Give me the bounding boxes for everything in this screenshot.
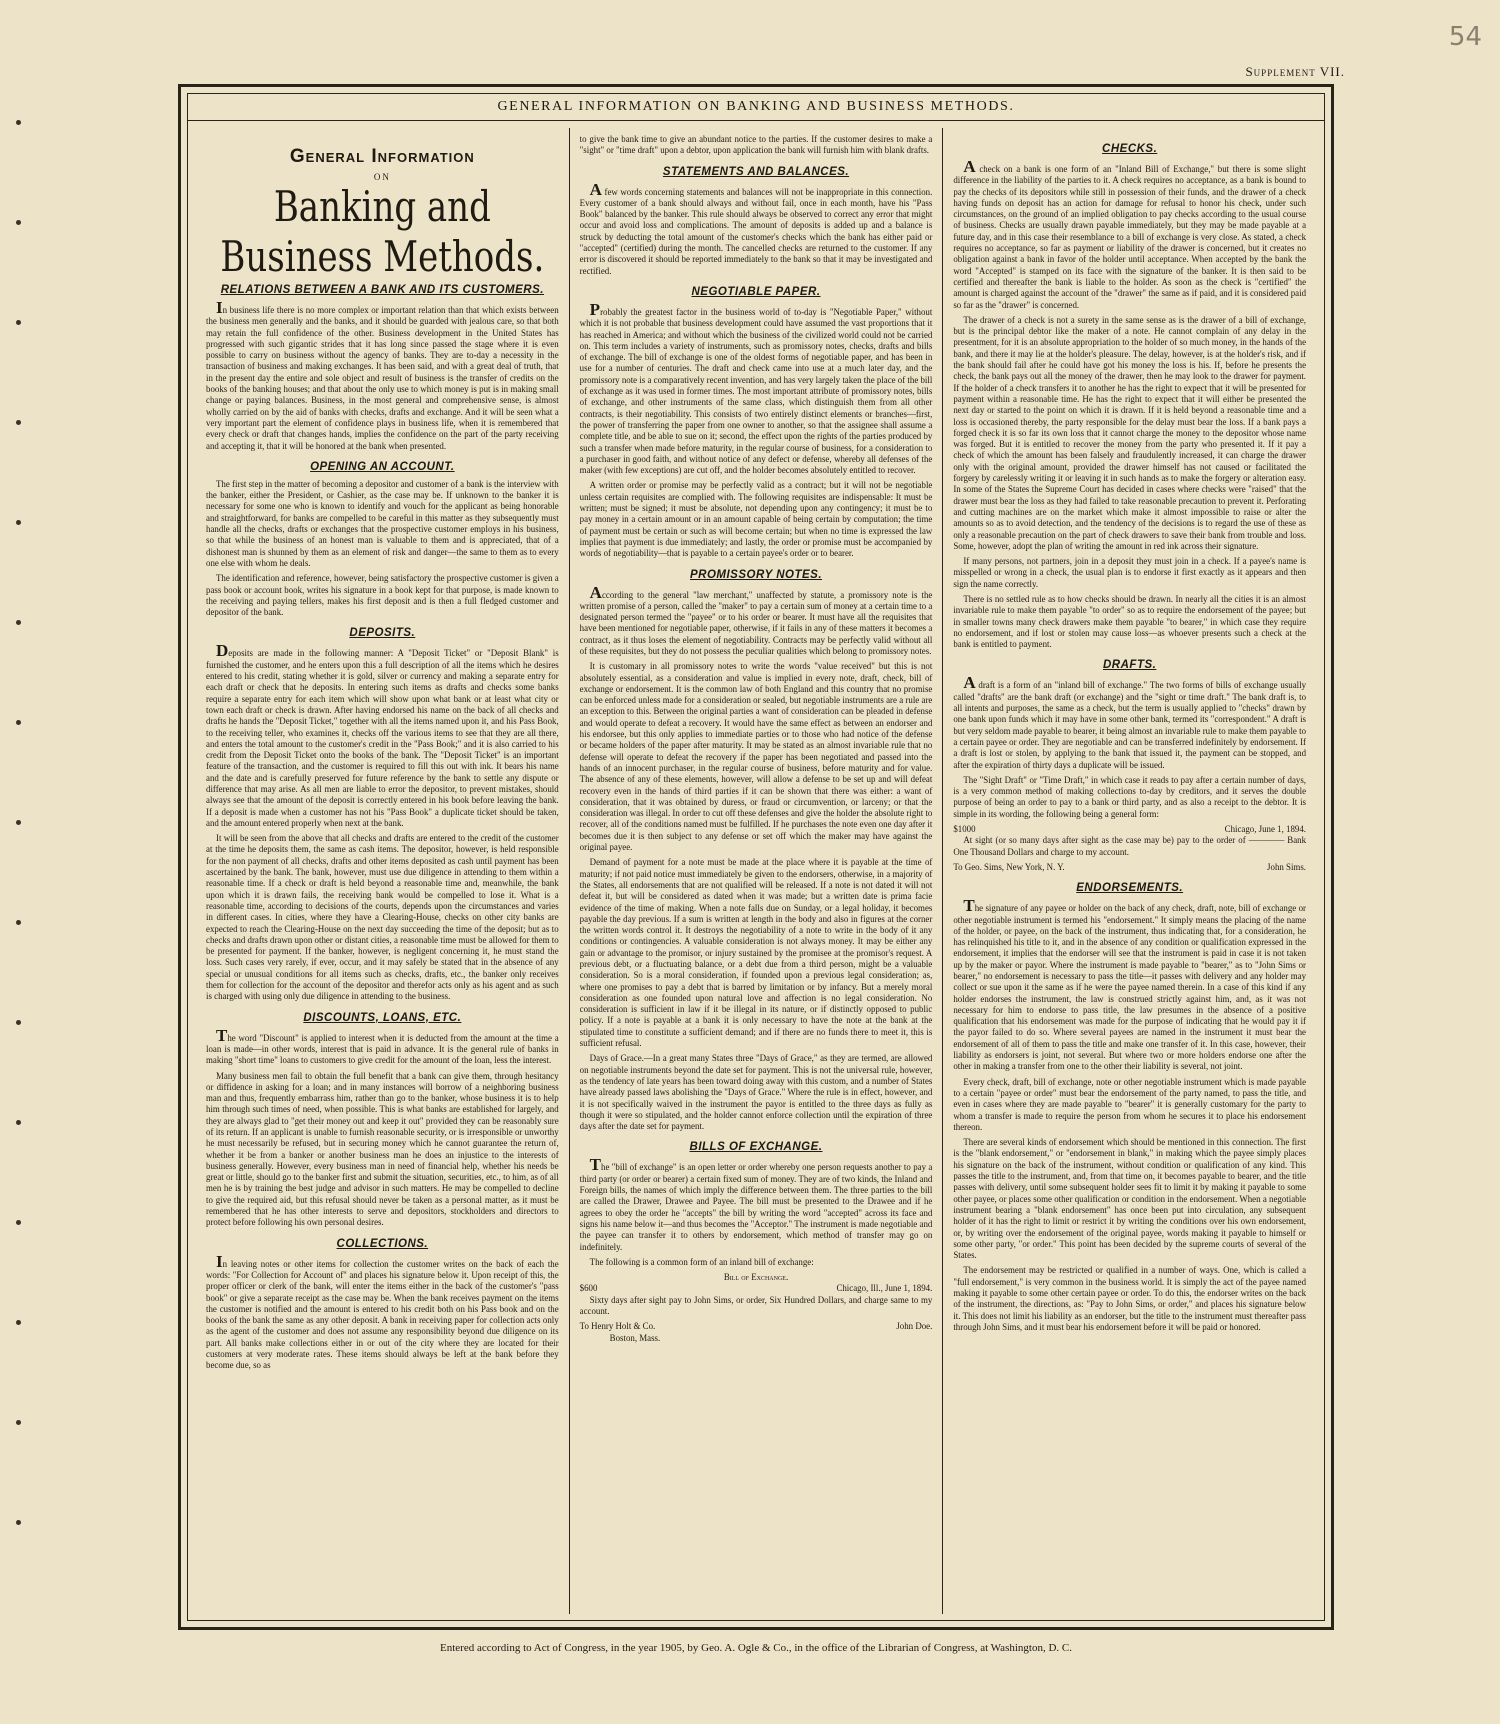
paragraph: A draft is a form of an "inland bill of exchange." The two forms of bills of exchange usually called "drafts" are the bank draft (or exchange) and the "sight or time draft." The bank draft is, to all intents and purposes, the same as a check, but the term is usually applied to "checks" drawn by one bank upon funds which it may have in some other bank, termed its "correspondent." A draft is but very seldom made payable to bearer, it being almost an invariable rule to make them payable to a certain payee or order. They are negotiable and can be transferred indefinitely by endorsement. If a draft is lost or stolen, by applying to the bank that issued it, the payment can be stopped, and after the expiration of thirty days a duplicate will be issued. xyxy=(953,673,1307,770)
draft-form-place: Chicago, June 1, 1894. xyxy=(1224,824,1307,835)
title-line-2: Banking and Business Methods. xyxy=(220,182,545,282)
heading-relations: RELATIONS BETWEEN A BANK AND ITS CUSTOMERS. xyxy=(220,284,544,296)
heading-checks: CHECKS. xyxy=(1102,143,1158,155)
page-number: 54 xyxy=(1448,22,1482,52)
frame-inner xyxy=(187,93,1325,1621)
paragraph: The drawer of a check is not a surety in the same sense as is the drawer of a bill of exchange, but is the principal debtor like the maker of a note. He cannot complain of any delay in the presentment, for it is an absolute appropriation to the holder of so much money, in the hands of the bank, and there it may lie at the holder's pleasure. The delay, however, is at the holder's risk, and if the bank should fail after he could have got his money the loss is his. If, before he presents the check, the bank pays out all the money of the drawer, then he may look to the drawer for payment. If the holder of a check transfers it to another he has the right to expect that it will be presented for payment within a reasonable time. He has the right to expect that it will either be presented the next day or started to the point on which it is drawn. If it is held beyond a reasonable time and a loss is occasioned thereby, the party responsible for the delay must bear the loss. If a bank pays a forged check it is so far its own loss that it cannot charge the money to the depositor whose name was forged. But it is entitled to recover the money from the party who presented it. If it pay a check of which the amount has been falsely and fraudulently increased, it can charge the drawer only with the original amount, provided the drawer himself has not caused or facilitated the forgery by carelessly writing it or leaving it in such hands as to make the forgery or alteration easy. In some of the States the Supreme Court has decided in cases where checks were "raised" that the drawer must bear the loss as they had failed to take reasonable precaution to prevent it. Perforating and cutting machines are on the market which make it almost impossible to raise or alter the amounts so as to avoid detection, and the tendency of the decisions is to regard the use of these as only a reasonable precaution on the part of check drawers to save their bank from trouble and loss. Some, however, adopt the plan of writing the amount in red ink across their signature. xyxy=(953,314,1307,551)
paragraph: The endorsement may be restricted or qualified in a number of ways. One, which is called a "full endorsement," is very common in the business world. It is simply the act of the payee named making it payable to some other certain payee or order. To do this, the endorser writes on the back of the instrument, the directions, as: "Pay to John Sims, or order," and places his signature below it. This does not limit his liability as an endorser, but the title to the instrument must thereafter pass through John Sims, and it must bear his endorsement before it will be paid or honored. xyxy=(953,1265,1307,1332)
bill-form-amount: $600 xyxy=(579,1283,598,1294)
paragraph: Demand of payment for a note must be made at the place where it is payable at the time of maturity; if not paid notice must immediately be given to the endorsers, otherwise, in a majority of the States, all endorsements that are not qualified will be released. If a note is not dated it will not defeat it, but will be considered as dated when it was made; but a written date is prima facie evidence of the time of making. When a note falls due on Sunday, or a legal holiday, it becomes payable the day previous. If a sum is written at length in the body and also in figures at the corner the written words control it. It destroys the negotiability of a note to write in the body of it any conditions or contingencies. A valuable consideration is not always money. It may be either any gain or advantage to the promisor, or injury sustained by the promisee at the promisor's request. A previous debt, or a fluctuating balance, or a debt due from a third person, might be a valuable consideration. So is a moral consideration, if founded upon a previous legal consideration; as, where one promises to pay a debt that is barred by limitation or by infancy. But a merely moral consideration as one founded upon natural love and affection is no legal consideration. No consideration is sufficient in law if it be illegal in its nature, or if distinctly opposed to public policy. If a note is payable at a bank it is only necessary to have the note at the bank at the stipulated time to constitute a sufficient demand; and if there are no funds there to meet it, this is sufficient refusal. xyxy=(579,857,933,1049)
heading-discounts: DISCOUNTS, LOANS, ETC. xyxy=(303,1011,462,1024)
paragraph: A written order or promise may be perfectly valid as a contract; but it will not be negotiable unless certain requisites are complied with. The following requisites are indispensable: It must be written; must be signed; it must be absolute, not depending upon any contingency; it must be to pay money in a certain amount or in an amount capable of being certain by computation; the time of payment must be certain or such as will become certain; but when no time is expressed the law implies that payment is due immediately; and lastly, the order or promise must be accompanied by words of negotiability—that is payable to a certain payee's order or to bearer. xyxy=(579,480,933,559)
draft-form-signature: John Sims. xyxy=(1267,861,1307,872)
draft-form-to: To Geo. Sims, New York, N. Y. xyxy=(953,861,1065,872)
heading-opening-account: OPENING AN ACCOUNT. xyxy=(310,460,455,473)
draft-form-amount: $1000 xyxy=(953,824,976,835)
binding-holes xyxy=(16,120,22,1620)
paragraph: If many persons, not partners, join in a deposit they must join in a check. If a payee's name is misspelled or wrong in a check, the usual plan is to endorse it first exactly as it appears and then sign the name correctly. xyxy=(953,556,1307,589)
copyright-footer: Entered according to Act of Congress, in the year 1905, by Geo. A. Ogle & Co., in the office of the Librarian of Congress, at Washington, D. C. xyxy=(440,1642,1072,1654)
title-line-1: General Information xyxy=(289,146,475,167)
bill-form-city: Boston, Mass. xyxy=(609,1332,661,1343)
paragraph: The first step in the matter of becoming a depositor and customer of a bank is the interview with the banker, either the President, or Cashier, as the case may be. If unknown to the banker it is necessary for some one who is known to identify and vouch for the applicant as being honorable and straightforward, for banks are compelled to be careful in this matter as they subsequently must handle all the checks, drafts or exchanges that the prospective customer employs in his business, so that while the business of an honest man is valuable to them and is appreciated, that of a dishonest man is shunned by them as an element of risk and danger—the same to them as to every one else with whom he deals. xyxy=(206,478,559,568)
heading-bills-of-exchange: BILLS OF EXCHANGE. xyxy=(689,1141,823,1154)
paragraph: The following is a common form of an inland bill of exchange: xyxy=(589,1256,814,1267)
column-1 xyxy=(196,128,570,1614)
paragraph: It will be seen from the above that all checks and drafts are entered to the credit of the customer at the time he deposits them, the same as cash items. The depositor, however, is held responsible for the non payment of all checks, drafts and other items deposited as cash until payment has been ascertained by the bank. The bank, however, must use due diligence in attending to them within a reasonable time. If a check or draft is held beyond a reasonable time and, meanwhile, the bank upon which it is drawn fails, the receiving bank would be compelled to lose it. What is a reasonable time, according to decisions of the courts, depends upon the circumstances and varies in different cases. In cities, where they have a Clearing-House, checks on other city banks are expected to reach the Clearing-House on the next day succeeding the time of the deposit; but as to checks and drafts drawn upon other or distant cities, a reasonable time must be allowed for them to be presented for payment. If the banker, however, is negligent concerning it, he must stand the loss. Such cases very rarely, if ever, occur, and it may safely be stated that in the absence of any special or unusual conditions for all items such as checks, drafts, etc., the banker only receives them for collection for the account of the depositor and therefor acts only as his agent and as such is charged with using only due diligence in attending to the business. xyxy=(206,833,559,1002)
column-2 xyxy=(570,128,944,1614)
paragraph: A few words concerning statements and balances will not be inappropriate in this connection. Every customer of a bank should always and without fail, once in each month, have his "Pass Book" balanced by the banker. This rule should always be observed to correct any error that might occur and avoid loss and complications. The amount of deposits is added up and a balance is struck by deducting the total amount of the customer's checks which the bank has either paid or "accepted" (certified) during the month. The cancelled checks are returned to the customer. If any error is discovered it should be reported immediately to the bank so that it may be investigated and rectified. xyxy=(579,179,933,276)
paragraph: There are several kinds of endorsement which should be mentioned in this connection. The first is the "blank endorsement," or "endorsement in blank," in making which the payee simply places his signature on the back of the instrument, without condition or qualification of any kind. This passes the title to the instrument, and, from that time on, it becomes payable to bearer, and the title passes with delivery, until some subsequent holder sees fit to limit it by making it payable to some other payee, or places some other qualification or condition in the endorsement. When a negotiable instrument bearing a "blank endorsement" has once been put into circulation, any subsequent holder of it has the right to limit or restrict it by writing the conditions over his own endorsement, or, by writing over the endorsement of the original payee, words making it payable to himself or some other party, "or order." This point has been decided by the supreme courts of several of the States. xyxy=(953,1137,1307,1261)
paragraph: The "Sight Draft" or "Time Draft," in which case it reads to pay after a certain number of days, is a very common method of making collections to-day by creditors, and it serves the double purpose of being an order to pay to a bank or third party, and as also a receipt to the debtor. It is simple in its wording, the following being a general form: xyxy=(953,774,1307,819)
bill-of-exchange-form xyxy=(580,1272,933,1344)
paragraph: Days of Grace.—In a great many States three "Days of Grace," as they are termed, are allowed on negotiable instruments beyond the date set for payment. This is not the universal rule, however, as the tendency of late years has been toward doing away with this custom, and a number of States have already passed laws abolishing the "Days of Grace." Where the rule is in effect, however, and it is not specifically waived in the instrument the payor is entitled to the three days as fully as though it were so stipulated, and the holder cannot enforce collection until the expiration of three days after the date set for payment. xyxy=(579,1053,933,1132)
heading-negotiable-paper: NEGOTIABLE PAPER. xyxy=(691,285,821,298)
paragraph: Deposits are made in the following manner: A "Deposit Ticket" or "Deposit Blank" is furnished the customer, and he enters upon this a full description of all the items which he desires entered to his credit, stating whether it is gold, silver or currency and making a separate entry for each draft or check that he deposits. In entering such items as drafts and checks some banks require a separate entry for each item which will show upon what bank or at least what city or town each draft or check is drawn. After having endorsed his name on the back of all checks and drafts he hands the "Deposit Ticket," together with all the items named upon it, and his Pass Book, to the receiving teller, who examines it, checks off the various items to see that they are all there, and enters the total amount to the customer's credit in the "Pass Book;" and it is also carried to his credit from the Deposit Ticket onto the books of the bank. The "Deposit Ticket" is an important feature of the transaction, and the customer is required to fill this out with ink. It bears his name and the date and is carefully preserved for future reference by the bank to settle any dispute or difference that may arise. As all men are liable to error the depositor, to prevent mistakes, should always see that the amount of the deposit is correctly entered in his book before leaving the bank. If a deposit is made when a customer has not his "Pass Book" a duplicate ticket should be taken, and the amount entered properly when next at the bank. xyxy=(206,641,559,828)
paragraph: The identification and reference, however, being satisfactory the prospective customer is given a pass book or account book, writes his signature in a book kept for that purpose, is made known to the receiving and paying tellers, makes his first deposit and is then a full fledged customer and depositor of the bank. xyxy=(206,573,559,618)
paragraph-continued: to give the bank time to give an abundant notice to the parties. If the customer desires to make a "sight" or "time draft" upon a debtor, upon application the bank will furnish him with blank drafts. xyxy=(579,134,933,156)
paragraph: Many business men fail to obtain the full benefit that a bank can give them, through hesitancy or diffidence in asking for a loan; and in many instances will borrow of a neighboring business man and thus, frequently embarrass him, rather than go to the banker, whose business it is to help him through such times of need, when possible. This is what banks are established for largely, and they are always glad to "get their money out and keep it out" provided they can be reasonably sure of its return. If an applicant is unable to furnish reasonable security, or is irresponsible or unworthy he must necessarily be refused, but in securing money which he cannot guarantee the return of, whether it be from a banker or another business man he does an injustice to the interests of business generally. However, every business man in need of financial help, whether his needs be great or little, should go to the banker first and submit the situation, securities, etc., to him, as of all men he is by training the best judge and advisor in such matters. He may be compelled to decline to give the required aid, but this refusal should never be taken as a personal matter, as it must be remembered that he has other interests to serve and depositors, stockholders and directors to protect before following his own personal desires. xyxy=(206,1070,559,1228)
draft-form-body: At sight (or so many days after sight as the case may be) pay to the order of ———— Bank One Thousand Dollars and charge to my account. xyxy=(953,835,1307,857)
bill-form-to: To Henry Holt & Co. xyxy=(579,1321,656,1332)
bill-form-body: Sixty days after sight pay to John Sims, or order, Six Hundred Dollars, and charge same to my account. xyxy=(579,1294,933,1317)
paragraph: In business life there is no more complex or important relation than that which exists between the business men generally and the banks, and it should be guarded with jealous care, so that both may retain the full confidence of the other. Business development in the United States has progressed with such gigantic strides that it has long since passed the stage where it is even possible to carry on business without the agency of banks. They are to-day a necessity in the transaction of business and making exchanges. It has been said, and with a great deal of truth, that in the present day the entire and sole object and result of business is the transfer of credits on the books of the banking houses; and that about the only use to which money is put is in making small change or paying balances. Business, in the most general and comprehensive sense, is almost wholly carried on by the aid of banks with checks, drafts and exchange. And it will be seen what a very important part the element of confidence plays in business life, when it is remembered that every check or draft that changes hands, implies the confidence on the part of the party receiving and accepting it, that it will be honored at the bank when presented. xyxy=(206,298,559,451)
heading-promissory-notes: PROMISSORY NOTES. xyxy=(689,568,823,581)
heading-statements: STATEMENTS AND BALANCES. xyxy=(662,165,850,178)
paragraph: Probably the greatest factor in the business world of to-day is "Negotiable Paper," without which it is not probable that business development could have assumed the vast proportions that it has reached in America; and without which the business of the civilized world could not be carried on. This term includes a variety of instruments, such as promissory notes, checks, drafts and bills of exchange. The bill of exchange is one of the oldest forms of negotiable paper, and has been in use for a number of centuries. The draft and check came into use at a much later day, and the promissory note is a comparatively recent invention, and has very largely taken the place of the bill of exchange as it was used in former times. The most important attribute of promissory notes, bills of exchange, and other instruments of the same class, which distinguish them from all other contracts, is their negotiability. This consists of two entirely distinct elements or branches—first, the power of transferring the paper from one owner to another, so that the assignee shall assume a complete title, and be able to sue on it; second, the effect upon the rights of the parties produced by such a transfer when made before maturity, in the regular course of business, for a consideration to a purchaser in good faith, and without notice of any defect or defense, whereby all defenses of the maker (with few exceptions) are cut off, and the holder becomes absolutely entitled to recover. xyxy=(579,299,933,476)
supplement-label: Supplement VII. xyxy=(1245,64,1345,79)
bill-form-title: Bill of Exchange. xyxy=(723,1272,789,1283)
paragraph: The "bill of exchange" is an open letter or order whereby one person requests another to pay a third party (or order or bearer) a certain fixed sum of money. They are of two kinds, the Inland and Foreign bills, the names of which imply the difference between them. The three parties to the bill are called the Drawer, Drawee and Payee. The bill must be presented to the Drawee and if he agrees to obey the order he "accepts" the bill by writing the word "accepted" across its face and signs his name below it—and thus becomes the "Acceptor." The instrument is made negotiable and the payee can transfer it to others by endorsement, which method of transfer may go on indefinitely. xyxy=(579,1155,933,1252)
paragraph: According to the general "law merchant," unaffected by statute, a promissory note is the written promise of a person, called the "maker" to pay a certain sum of money at a certain time to a designated person termed the "payee" or to his order or bearer. It must have all the requisites that have been mentioned for negotiable paper, otherwise, if it fails in any of these matters it becomes a contract, as it thus loses the element of negotiability. Contracts may be perfectly valid without all of these requisites, but they do not possess the peculiar qualities which belong to promissory notes. xyxy=(579,582,933,656)
paragraph: The word "Discount" is applied to interest when it is deducted from the amount at the time a loan is made—in other words, interest that is paid in advance. It is the general rule of banks in making "short time" loans to customers to give credit for the amount of the loan, less the interest. xyxy=(206,1025,559,1066)
paragraph: In leaving notes or other items for collection the customer writes on the back of each the words: "For Collection for Account of" and places his signature below it. Upon receipt of this, the proper officer or clerk of the bank, will enter the items either in the back of the customer's "pass book" or give a separate receipt as the case may be. When the bank receives payment on the items the customer is notified and the amount is entered to his credit both on his Pass book and on the books of the bank the same as any other deposit. A bank in receiving paper for collection acts only as the agent of the customer and does not assume any responsibility beyond due diligence on its part. All banks make collections either in or out of the city where they are located for their customers at very moderate rates. These items should always be left at the bank before they become due, so as xyxy=(206,1251,559,1371)
page-frame xyxy=(178,84,1334,1630)
paragraph: It is customary in all promissory notes to write the words "value received" but this is not absolutely essential, as a consideration and value is implied in every note, draft, check, bill of exchange or endorsement. It is the common law of both England and this country that no promise can be enforced unless made for a consideration or sealed, but negotiable instruments are a rule are an exception to this. Between the original parties a want of consideration can be pleaded in defense and would operate to defeat a recovery. It would have the same effect as between an endorser and his endorsee, but this only applies to immediate parties or to those who had notice of the defense or became holders of the paper after maturity. It may be stated as an almost invariable rule that no defense will operate to defeat the recovery if the paper has been negotiated and passed into the hands of an innocent purchaser, in the regular course of business, before maturity and for value. The absence of any of these elements, however, will allow a defense to be set up and will defeat recovery even in the hands of third parties if it can be shown that there was either: a want of consideration, that it was obtained by duress, or fraud or circumvention, or larceny; or that the consideration was illegal. In order to cut off these defenses and give the holder the absolute right to recover, all of the conditions named must be fulfilled. If he purchases the note even one day after it becomes due it is then subject to any defense or set off which the maker may have against the original payee. xyxy=(579,661,933,853)
heading-collections: COLLECTIONS. xyxy=(336,1237,429,1250)
paragraph: There is no settled rule as to how checks should be drawn. In nearly all the cities it is an almost invariable rule to make them payable "to order" so as to require the endorsement of the payee; but in smaller towns many check drawers make them payable "to bearer," in which case they require no endorsement, and if lost or stolen may cause loss—as whoever presents such a check at the bank is entitled to payment. xyxy=(953,593,1307,650)
banner-title: GENERAL INFORMATION ON BANKING AND BUSINESS METHODS. xyxy=(188,94,1324,121)
bill-form-place: Chicago, Ill., June 1, 1894. xyxy=(836,1283,933,1294)
draft-form xyxy=(953,824,1306,873)
title-on: ON xyxy=(373,172,391,182)
heading-endorsements: ENDORSEMENTS. xyxy=(1076,882,1184,895)
text-columns xyxy=(196,128,1316,1614)
paragraph: The signature of any payee or holder on the back of any check, draft, note, bill of exchange or other negotiable instrument is termed his "endorsement." It simply means the placing of the name of the holder, or payee, on the back of the instrument, thus indicating that, for a consideration, he has relinquished his title to it, and in the absence of any condition or qualification expressed in the endorsement, it implies that the endorser will see that the instrument is paid in case it is not taken up by the maker or payor. Where the instrument is made payable to "bearer," as to "John Sims or bearer," no endorsement is necessary to pass the title—it passes with delivery and any holder may collect or sue upon it the same as if he were the payee named therein. In a case of this kind if any holder endorses the instrument, the law is construed strictly against him, and, as it was not necessary for him to endorse to pass title, the law presumes in the absence of a positive qualification that his endorsement was made for the purpose of indicating that he would pay it if the payor failed to do so. Where several payees are named in the instrument it must bear the endorsement of all of them to pass the title and make one transfer of it. In this case, however, their liability as endorsers is joint, not several. But where two or more holders endorse one after the other in making a transfer from one to the other their liability is several, not joint. xyxy=(953,896,1307,1072)
paragraph: A check on a bank is one form of an "Inland Bill of Exchange," but there is some slight difference in the liability of the parties to it. A check requires no acceptance, as a bank is bound to pay the checks of its depositors while still in possession of their funds, and the drawer of a check having funds on deposit has an action for damage for refusal to honor his check, under such circumstances, on the ground of an implied obligation to pay checks according to the usual course of business. Checks are usually drawn payable immediately, but they may be made payable at a future day, and in this case their resemblance to a bill of exchange is very close. As stated, a check requires no acceptance, so far as payment or liability of the drawer is concerned, but it creates no obligation against a bank in favor of the holder until acceptance. When accepted by the bank the word "Accepted" is stamped on its face with the signature of the banker. It is then said to be certified and thereafter the bank is liable to the holder. As soon as the check is "certified" the amount is charged against the account of the "drawer" the same as if paid, and it is considered paid so far as the "drawer" is concerned. xyxy=(953,157,1307,310)
column-3 xyxy=(943,128,1316,1614)
bill-form-signature: John Doe. xyxy=(896,1321,933,1332)
paragraph: Every check, draft, bill of exchange, note or other negotiable instrument which is made payable to a certain "payee or order" must bear the endorsement of the party named, to pass the title, and even in cases where they are made payable to "bearer" it is generally customary for the party to whom a transfer is made to require the person from whom he secures it to place his endorsement thereon. xyxy=(953,1076,1307,1132)
title-block xyxy=(206,146,559,282)
heading-deposits: DEPOSITS. xyxy=(349,627,416,640)
heading-drafts: DRAFTS. xyxy=(1103,659,1157,672)
